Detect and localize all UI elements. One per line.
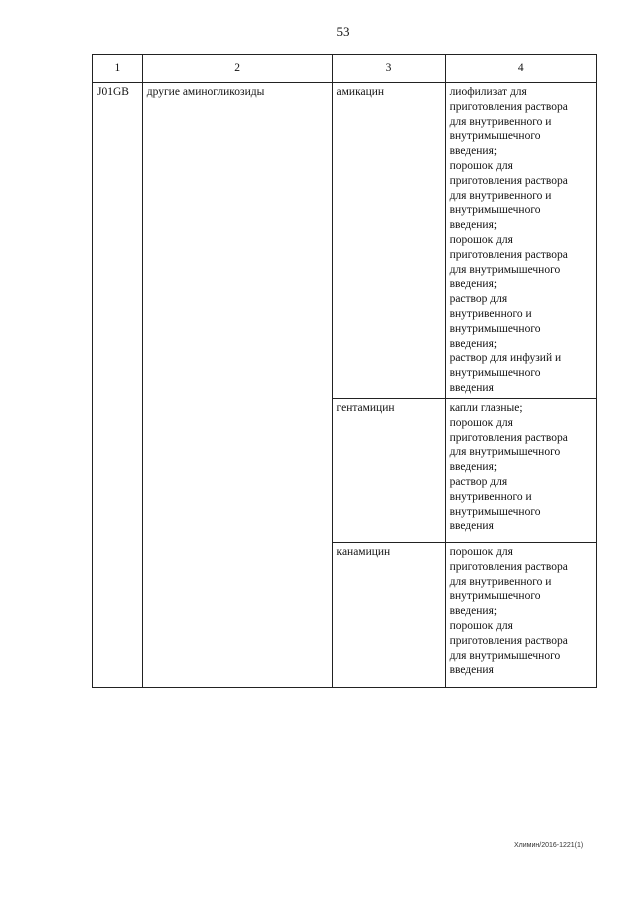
dosage-form-line: внутривенного и — [449, 490, 532, 503]
dosage-form-line: приготовления раствора — [449, 431, 568, 444]
dosage-form-line: внутримышечного — [449, 130, 541, 143]
dosage-form-line: раствор для — [449, 475, 508, 488]
table-row — [93, 83, 597, 399]
header-col-4: 4 — [445, 55, 596, 83]
dosage-form-line: для внутривенного и — [449, 575, 552, 588]
atc-code-cell: J01GB — [93, 83, 143, 688]
dosage-form-line: раствор для — [449, 293, 508, 306]
dosage-forms-cell — [445, 83, 596, 399]
dosage-form-line: внутримышечного — [449, 590, 541, 603]
dosage-form-line: лиофилизат для — [449, 86, 527, 98]
page-number: 53 — [336, 24, 350, 39]
dosage-form-line: введения; — [449, 145, 498, 158]
dosage-form-line: для внутривенного и — [449, 115, 552, 128]
dosage-form-line: введения; — [449, 219, 498, 232]
dosage-form-line: приготовления раствора — [449, 174, 568, 187]
dosage-form-line: введения — [449, 664, 494, 677]
dosage-form-line: введения; — [449, 337, 498, 350]
dosage-form-line: внутримышечного — [449, 204, 541, 217]
dosage-form-line: для внутримышечного — [449, 263, 561, 276]
dosage-form-line: введения — [449, 381, 494, 394]
drug-name-cell: амикацин — [332, 83, 445, 399]
dosage-form-line: для внутримышечного — [449, 446, 561, 459]
header-col-1: 1 — [93, 55, 143, 83]
drug-name-cell: гентамицин — [332, 399, 445, 543]
drug-table — [92, 54, 597, 688]
dosage-form-line: внутривенного и — [449, 307, 532, 320]
dosage-form-line: введения; — [449, 461, 498, 474]
dosage-form-line: капли глазные; — [449, 402, 523, 414]
header-col-2: 2 — [142, 55, 332, 83]
footer-document-code: Хлимин/2016-1221(1) — [514, 842, 584, 849]
dosage-form-line: порошок для — [449, 546, 513, 558]
drug-name-cell: канамицин — [332, 543, 445, 688]
dosage-form-line: для внутримышечного — [449, 649, 561, 662]
dosage-form-line: приготовления раствора — [449, 560, 568, 573]
dosage-form-line: порошок для — [449, 233, 513, 246]
header-col-3: 3 — [332, 55, 445, 83]
dosage-form-line: для внутривенного и — [449, 189, 552, 202]
atc-group-name-cell: другие аминогликозиды — [142, 83, 332, 688]
dosage-form-line: порошок для — [449, 619, 513, 632]
dosage-form-line: приготовления раствора — [449, 634, 568, 647]
dosage-form-line: внутримышечного — [449, 367, 541, 380]
header-row — [93, 55, 597, 83]
dosage-form-line: порошок для — [449, 159, 513, 172]
dosage-form-line: приготовления раствора — [449, 248, 568, 261]
dosage-form-line: внутримышечного — [449, 322, 541, 335]
dosage-form-line: порошок для — [449, 416, 513, 429]
dosage-form-line: внутримышечного — [449, 505, 541, 518]
dosage-form-line: введения; — [449, 278, 498, 291]
dosage-form-line: введения — [449, 520, 494, 533]
dosage-forms-cell — [445, 543, 596, 688]
dosage-form-line: раствор для инфузий и — [449, 352, 562, 365]
dosage-form-line: введения; — [449, 605, 498, 618]
dosage-form-line: приготовления раствора — [449, 100, 568, 113]
dosage-forms-cell — [445, 399, 596, 543]
